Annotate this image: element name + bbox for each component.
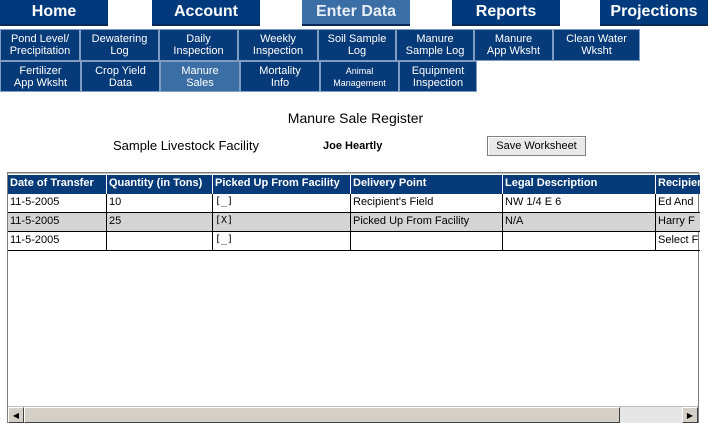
horizontal-scrollbar[interactable] bbox=[8, 406, 698, 423]
cell-legal-description[interactable] bbox=[503, 232, 656, 251]
nav-account-button[interactable]: Account bbox=[152, 0, 260, 26]
nav-home-button[interactable]: Home bbox=[0, 0, 108, 26]
tab-fertilizer-app-wksht[interactable]: Fertilizer App Wksht bbox=[0, 61, 81, 92]
nav-enter-data-button[interactable]: Enter Data bbox=[302, 0, 410, 26]
tab-pond-level-precipitation[interactable]: Pond Level/ Precipitation bbox=[0, 29, 80, 61]
cell-delivery-point[interactable] bbox=[351, 232, 503, 251]
column-header-recipient[interactable]: Recipient bbox=[656, 175, 700, 194]
tab-dewatering-log[interactable]: Dewatering Log bbox=[80, 29, 159, 61]
picked-up-checkbox[interactable]: [_] bbox=[213, 232, 351, 251]
cell-quantity[interactable]: 10 bbox=[107, 194, 213, 213]
tab-animal-management[interactable]: Animal Management bbox=[320, 61, 399, 92]
page-title: Manure Sale Register bbox=[287, 110, 424, 126]
cell-recipient[interactable]: Select F bbox=[656, 232, 700, 251]
cell-quantity[interactable] bbox=[107, 232, 213, 251]
scrollbar-thumb[interactable] bbox=[24, 407, 620, 423]
grid-header-row bbox=[8, 175, 708, 194]
column-header-legal-description[interactable]: Legal Description bbox=[503, 175, 656, 194]
cell-date[interactable]: 11-5-2005 bbox=[8, 232, 107, 251]
save-worksheet-button[interactable]: Save Worksheet bbox=[487, 136, 586, 156]
tab-manure-app-wksht[interactable]: Manure App Wksht bbox=[474, 29, 553, 61]
tab-manure-sales[interactable]: Manure Sales bbox=[160, 61, 240, 92]
owner-name: Joe Heartly bbox=[323, 140, 383, 152]
tab-mortality-info[interactable]: Mortality Info bbox=[240, 61, 320, 92]
tab-soil-sample-log[interactable]: Soil Sample Log bbox=[318, 29, 396, 61]
facility-name: Sample Livestock Facility bbox=[113, 138, 259, 153]
table-row[interactable] bbox=[8, 213, 700, 232]
column-header-picked-up[interactable]: Picked Up From Facility bbox=[213, 175, 351, 194]
table-row[interactable] bbox=[8, 232, 700, 251]
picked-up-checkbox[interactable]: [_] bbox=[213, 194, 351, 213]
nav-projections-button[interactable]: Projections bbox=[600, 0, 708, 26]
tab-crop-yield-data[interactable]: Crop Yield Data bbox=[81, 61, 160, 92]
top-navigation bbox=[0, 0, 711, 28]
cell-date[interactable]: 11-5-2005 bbox=[8, 213, 107, 232]
grid-top-rule bbox=[8, 173, 700, 174]
table-row[interactable] bbox=[8, 194, 700, 213]
cell-recipient[interactable]: Ed And bbox=[656, 194, 700, 213]
picked-up-checkbox[interactable]: [X] bbox=[213, 213, 351, 232]
nav-reports-button[interactable]: Reports bbox=[452, 0, 560, 26]
cell-delivery-point[interactable]: Recipient's Field bbox=[351, 194, 503, 213]
cell-quantity[interactable]: 25 bbox=[107, 213, 213, 232]
cell-delivery-point[interactable]: Picked Up From Facility bbox=[351, 213, 503, 232]
column-header-date[interactable]: Date of Transfer bbox=[8, 175, 107, 194]
arrow-left-icon[interactable]: ◀ bbox=[8, 407, 24, 423]
tab-equipment-inspection[interactable]: Equipment Inspection bbox=[399, 61, 477, 92]
tab-weekly-inspection[interactable]: Weekly Inspection bbox=[238, 29, 318, 61]
tab-manure-sample-log[interactable]: Manure Sample Log bbox=[396, 29, 474, 61]
tab-daily-inspection[interactable]: Daily Inspection bbox=[159, 29, 238, 61]
arrow-right-icon[interactable]: ▶ bbox=[682, 407, 698, 423]
manure-sale-grid bbox=[7, 172, 708, 423]
cell-date[interactable]: 11-5-2005 bbox=[8, 194, 107, 213]
cell-legal-description[interactable]: N/A bbox=[503, 213, 656, 232]
column-header-quantity[interactable]: Quantity (in Tons) bbox=[107, 175, 213, 194]
cell-legal-description[interactable]: NW 1/4 E 6 bbox=[503, 194, 656, 213]
cell-recipient[interactable]: Harry F bbox=[656, 213, 700, 232]
column-header-delivery-point[interactable]: Delivery Point bbox=[351, 175, 503, 194]
tab-clean-water-wksht[interactable]: Clean Water Wksht bbox=[553, 29, 640, 61]
